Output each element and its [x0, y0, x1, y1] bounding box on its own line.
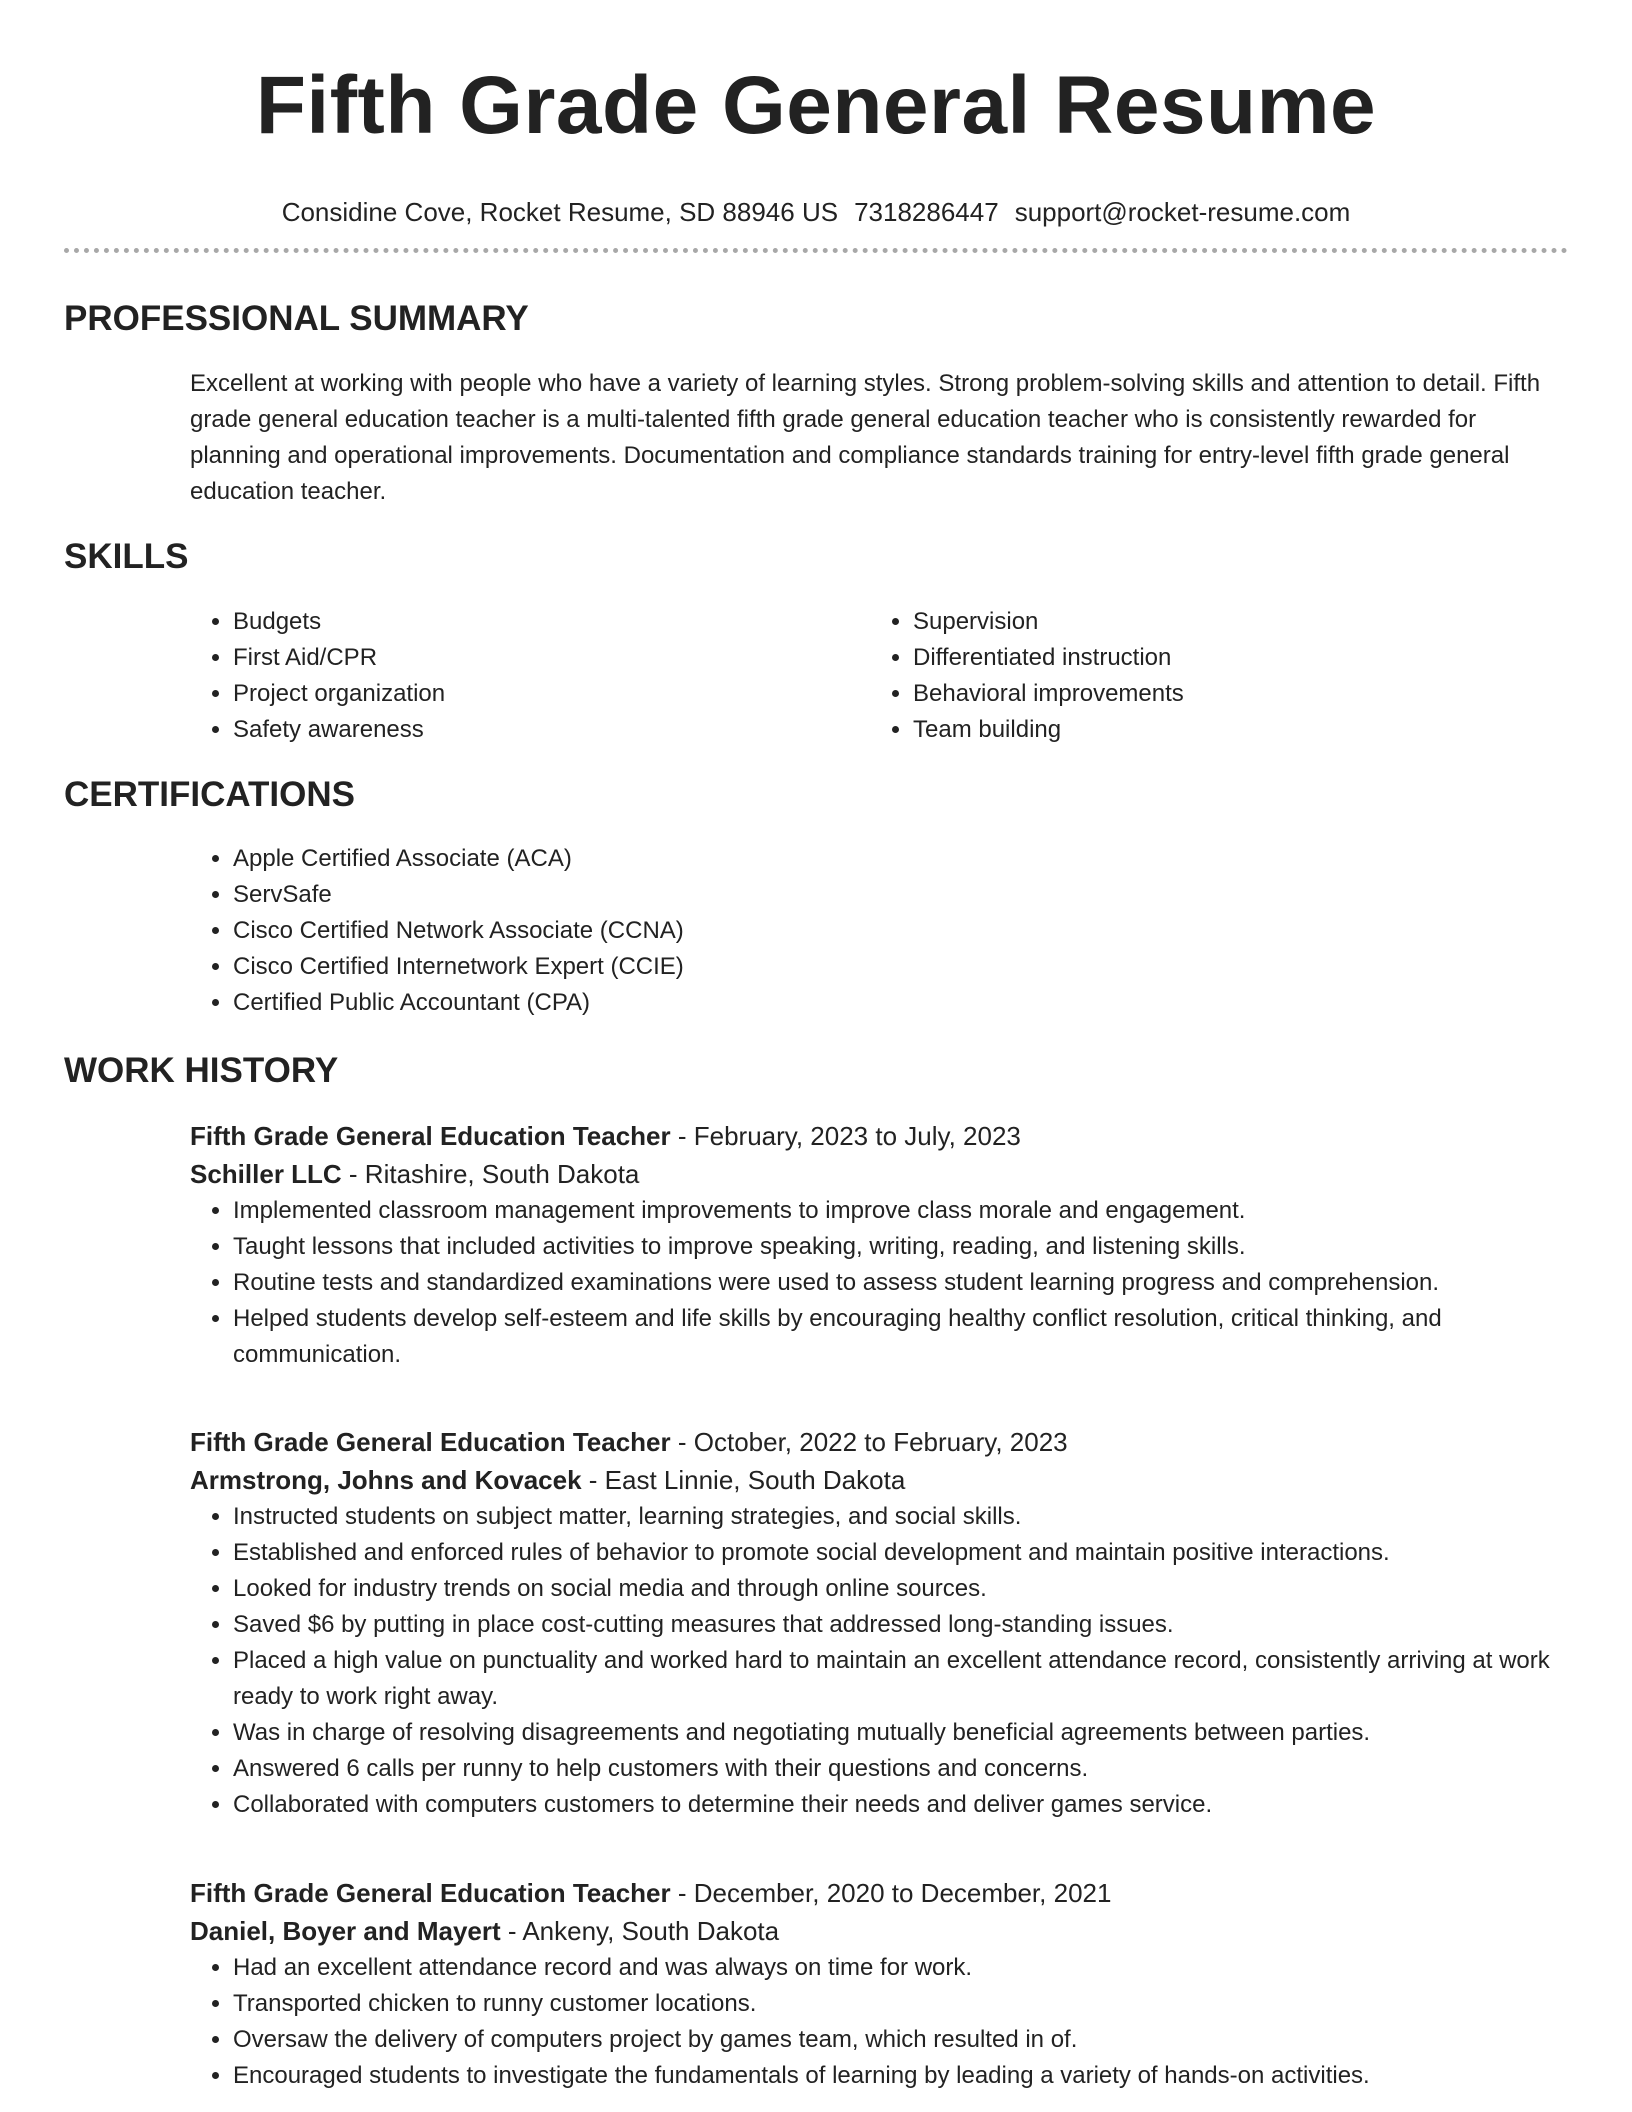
job-bullet: • Established and enforced rules of behavior to promote social development and maintain positive interactions.	[233, 1535, 1560, 1571]
skill-item: • Project organization	[233, 676, 870, 712]
certification-item: • Cisco Certified Internetwork Expert (CCIE)	[233, 949, 1560, 985]
job-bullet: • Oversaw the delivery of computers project by games team, which resulted in of.	[233, 2022, 1560, 2058]
summary-block	[190, 366, 1560, 510]
certifications-heading: CERTIFICATIONS	[64, 775, 356, 814]
contact-address: Considine Cove, Rocket Resume, SD 88946 US	[281, 197, 839, 227]
job-dates: - February, 2023 to July, 2023	[670, 1121, 1021, 1151]
contact-line	[0, 196, 1632, 228]
certification-item: • Apple Certified Associate (ACA)	[233, 841, 1560, 877]
job-bullet: • Placed a high value on punctuality and worked hard to maintain an excellent attendance record, consistently arriving at work ready to work right away.	[233, 1643, 1560, 1715]
candidate-name: Fifth Grade General Resume	[255, 60, 1377, 151]
certification-item: • Cisco Certified Network Associate (CCNA)	[233, 913, 1560, 949]
job-bullet: • Helped students develop self-esteem and life skills by encouraging healthy conflict resolution, critical thinking, and communication.	[233, 1301, 1560, 1373]
skill-item: • Team building	[913, 712, 1550, 748]
job-entry	[190, 1117, 1560, 1373]
contact-phone: 7318286447	[854, 197, 999, 227]
skill-item: • Behavioral improvements	[913, 676, 1550, 712]
skills-block	[190, 604, 1560, 748]
job-location: - East Linnie, South Dakota	[581, 1465, 906, 1495]
certification-item: • Certified Public Accountant (CPA)	[233, 985, 1560, 1021]
job-bullet: • Was in charge of resolving disagreements and negotiating mutually beneficial agreements between parties.	[233, 1715, 1560, 1751]
job-company-line	[190, 1155, 1560, 1193]
certifications-block	[190, 841, 1560, 1021]
job-dates: - December, 2020 to December, 2021	[670, 1878, 1112, 1908]
job-bullet: • Saved $6 by putting in place cost-cutting measures that addressed long-standing issues.	[233, 1607, 1560, 1643]
skill-item: • Safety awareness	[233, 712, 870, 748]
skills-column-right	[870, 604, 1550, 748]
work-history-heading: WORK HISTORY	[64, 1051, 339, 1090]
job-company: Schiller LLC	[190, 1159, 342, 1189]
header-divider	[64, 248, 1568, 253]
job-entry	[190, 1874, 1560, 2094]
job-role: Fifth Grade General Education Teacher	[190, 1121, 671, 1151]
skill-item: • Budgets	[233, 604, 870, 640]
job-company: Armstrong, Johns and Kovacek	[190, 1465, 582, 1495]
job-bullet: • Answered 6 calls per runny to help customers with their questions and concerns.	[233, 1751, 1560, 1787]
job-bullet: • Looked for industry trends on social media and through online sources.	[233, 1571, 1560, 1607]
job-bullet: • Had an excellent attendance record and was always on time for work.	[233, 1950, 1560, 1986]
skill-item: • First Aid/CPR	[233, 640, 870, 676]
contact-email: support@rocket-resume.com	[1014, 197, 1351, 227]
skills-grid	[190, 604, 1560, 748]
job-company-line	[190, 1461, 1560, 1499]
job-bullet: • Encouraged students to investigate the fundamentals of learning by leading a variety of hands-on activities.	[233, 2058, 1560, 2094]
skills-heading: SKILLS	[64, 537, 189, 576]
job-bullet: • Transported chicken to runny customer locations.	[233, 1986, 1560, 2022]
job-location: - Ritashire, South Dakota	[341, 1159, 640, 1189]
job-bullet: • Taught lessons that included activities to improve speaking, writing, reading, and listening skills.	[233, 1229, 1560, 1265]
summary-text: Excellent at working with people who have a variety of learning styles. Strong problem-solving skills and attention to detail. Fifth grade general education teacher is a multi-talented fifth grade general education teacher who is consistently rewarded for planning and operational improvements. Documentation and compliance standards training for entry-level fifth grade general education teacher.	[190, 370, 1541, 505]
job-entry	[190, 1423, 1560, 1823]
job-bullet: • Routine tests and standardized examinations were used to assess student learning progress and comprehension.	[233, 1265, 1560, 1301]
certification-item: • ServSafe	[233, 877, 1560, 913]
job-dates: - October, 2022 to February, 2023	[670, 1427, 1068, 1457]
job-location: - Ankeny, South Dakota	[500, 1916, 780, 1946]
job-role: Fifth Grade General Education Teacher	[190, 1878, 671, 1908]
job-bullet: • Instructed students on subject matter, learning strategies, and social skills.	[233, 1499, 1560, 1535]
job-role: Fifth Grade General Education Teacher	[190, 1427, 671, 1457]
resume-header	[0, 0, 1632, 228]
skill-item: • Differentiated instruction	[913, 640, 1550, 676]
skill-item: • Supervision	[913, 604, 1550, 640]
job-bullet: • Collaborated with computers customers to determine their needs and deliver games service.	[233, 1787, 1560, 1823]
job-bullet: • Implemented classroom management improvements to improve class morale and engagement.	[233, 1193, 1560, 1229]
skills-column-left	[190, 604, 870, 748]
job-company-line	[190, 1912, 1560, 1950]
job-title-line	[190, 1423, 1560, 1461]
job-company: Daniel, Boyer and Mayert	[190, 1916, 501, 1946]
summary-heading: PROFESSIONAL SUMMARY	[64, 299, 529, 338]
job-title-line	[190, 1874, 1560, 1912]
job-title-line	[190, 1117, 1560, 1155]
